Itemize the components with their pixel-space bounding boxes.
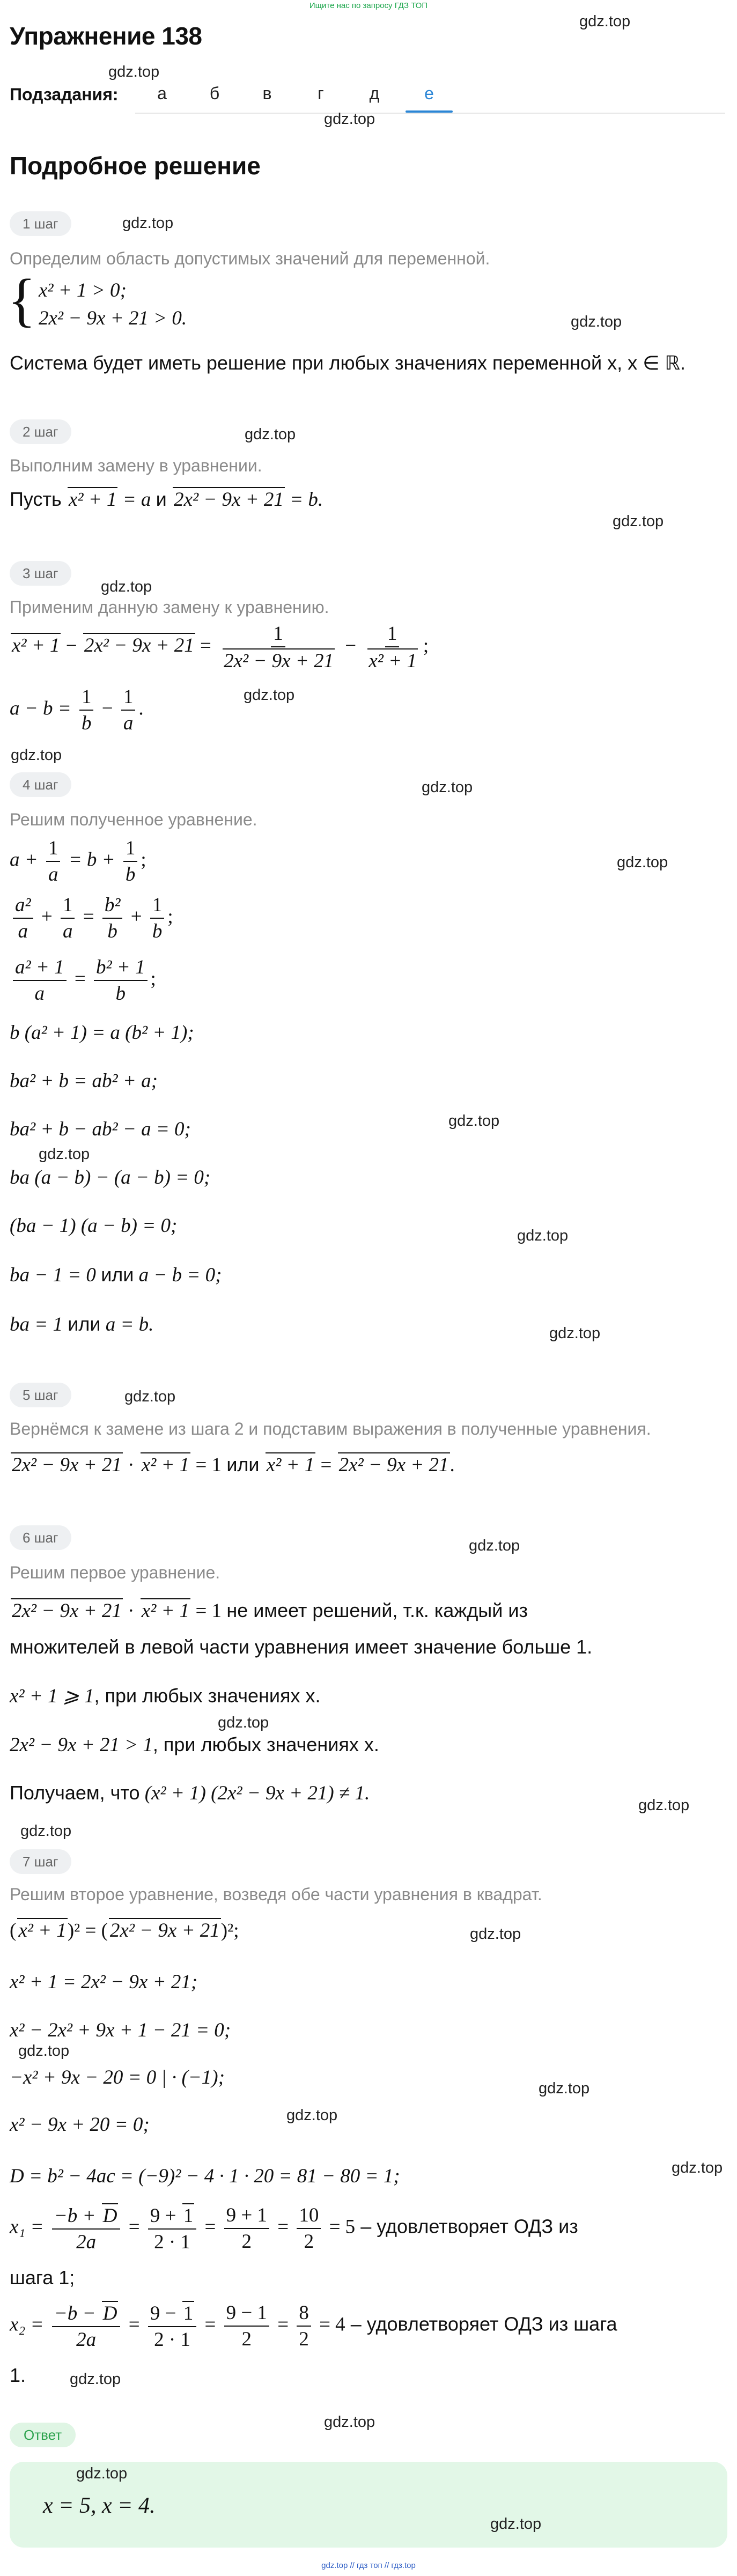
answer-box xyxy=(10,2462,727,2548)
eq4-1: a + $\frac{1}{a}$ = b + $\frac{1}{b}$ ; xyxy=(10,837,146,885)
eq4-4: b (a² + 1) = a (b² + 1); xyxy=(10,1022,194,1044)
eq4-10: ba = 1 или a = b. xyxy=(10,1313,154,1335)
eq7-4: −x² + 9x − 20 = 0 | · (−1); xyxy=(10,2066,225,2088)
eq7-8: x₂ = $\frac{-b - D}{2a}$ = $\frac{9 - 1}{2 \cdot 1}$ = $\frac{9 - 1}{2}$ = $\frac{8}{2}$ = 4 – удовлетворяет ОДЗ из шага xyxy=(10,2302,617,2351)
watermark: gdz.top xyxy=(469,1537,520,1554)
system-line-2: 2x² − 9x + 21 > 0. xyxy=(39,307,187,329)
eq5-1: 2x² − 9x + 21 · x² + 1 = 1 или x² + 1 = 2x² − 9x + 21. xyxy=(12,1453,455,1476)
step-hint-5: Вернёмся к замене из шага 2 и подставим выражения в полученные уравнения. xyxy=(10,1419,651,1438)
watermark: gdz.top xyxy=(122,215,174,232)
tab-e[interactable]: е xyxy=(413,84,445,104)
watermark: gdz.top xyxy=(20,1822,72,1840)
watermark: gdz.top xyxy=(324,2413,375,2431)
watermark: gdz.top xyxy=(76,2465,128,2482)
answer-badge: Ответ xyxy=(10,2423,76,2447)
step-hint-1: Определим область допустимых значений для переменной. xyxy=(10,249,490,268)
watermark: gdz.top xyxy=(70,2371,121,2388)
step-hint-7: Решим второе уравнение, возведя обе части уравнения в квадрат. xyxy=(10,1885,542,1904)
eq4-9: ba − 1 = 0 или a − b = 0; xyxy=(10,1264,222,1286)
step-hint-3: Применим данную замену к уравнению. xyxy=(10,597,329,617)
substitution: Пусть x² + 1 = a и 2x² − 9x + 21 = b. xyxy=(10,488,323,511)
step-badge-2: 2 шаг xyxy=(10,419,71,444)
system-line-1: x² + 1 > 0; xyxy=(39,279,127,301)
watermark: gdz.top xyxy=(579,13,631,30)
eq7-7: x₁ = $\frac{-b + D}{2a}$ = $\frac{9 + 1}{2 \cdot 1}$ = $\frac{9 + 1}{2}$ = $\frac{10}{2}$ = 5 – удовлетворяет ОДЗ из xyxy=(10,2204,578,2253)
watermark: gdz.top xyxy=(324,110,375,128)
eq7-5: x² − 9x + 20 = 0; xyxy=(10,2114,150,2136)
eq6-4: 2x² − 9x + 21 > 1, при любых значениях x. xyxy=(10,1733,379,1756)
eq7-8b: 1. xyxy=(10,2364,26,2386)
page-title: Упражнение 138 xyxy=(10,22,202,50)
eq7-2: x² + 1 = 2x² − 9x + 21; xyxy=(10,1971,198,1993)
tab-d[interactable]: д xyxy=(369,84,380,103)
answer-value: x = 5, x = 4. xyxy=(43,2493,156,2518)
eq6-5: Получаем, что (x² + 1) (2x² − 9x + 21) ≠ 1. xyxy=(10,1782,370,1804)
watermark: gdz.top xyxy=(108,63,160,80)
eq6-1: 2x² − 9x + 21 · x² + 1 = 1 не имеет решений, т.к. каждый из xyxy=(12,1599,528,1622)
eq7-3: x² − 2x² + 9x + 1 − 21 = 0; xyxy=(10,2019,231,2041)
watermark: gdz.top xyxy=(124,1388,176,1405)
watermark: gdz.top xyxy=(218,1714,269,1731)
watermark: gdz.top xyxy=(613,513,664,530)
eq4-2: $\frac{\text{a²}}{a}$ + $\frac{1}{a}$ = $\frac{\text{b²}}{b}$ + $\frac{1}{b}$ ; xyxy=(10,894,173,943)
watermark: gdz.top xyxy=(101,578,152,595)
watermark: gdz.top xyxy=(244,687,295,704)
eq7-7b: шага 1; xyxy=(10,2267,75,2289)
top-link[interactable]: Ищите нас по запросу ГДЗ ТОП xyxy=(309,1,428,10)
step-hint-6: Решим первое уравнение. xyxy=(10,1563,220,1582)
watermark: gdz.top xyxy=(286,2107,338,2124)
watermark: gdz.top xyxy=(470,1925,521,1943)
watermark: gdz.top xyxy=(549,1325,601,1342)
eq4-5: ba² + b = ab² + a; xyxy=(10,1070,158,1092)
eq6-3: x² + 1 ⩾ 1, при любых значениях x. xyxy=(10,1685,321,1707)
step-badge-1: 1 шаг xyxy=(10,211,71,236)
subtasks-tabs xyxy=(135,80,725,114)
step-badge-6: 6 шаг xyxy=(10,1525,71,1550)
watermark: gdz.top xyxy=(672,2159,723,2176)
watermark: gdz.top xyxy=(18,2042,70,2060)
equation-ab: a − b = $\frac{1}{b}$ − $\frac{1}{a}$ . xyxy=(10,686,144,734)
watermark: gdz.top xyxy=(422,779,473,796)
solution-heading: Подробное решение xyxy=(10,152,261,180)
tab-a[interactable]: а xyxy=(157,84,167,103)
watermark: gdz.top xyxy=(245,426,296,443)
watermark: gdz.top xyxy=(617,854,668,871)
tab-g[interactable]: г xyxy=(318,84,324,103)
eq7-1: ( x² + 1)² = ( 2x² − 9x + 21)²; xyxy=(10,1918,239,1942)
step-hint-2: Выполним замену в уравнении. xyxy=(10,456,262,475)
tab-b[interactable]: б xyxy=(209,84,220,103)
step-badge-7: 7 шаг xyxy=(10,1849,71,1874)
eq4-8: (ba − 1) (a − b) = 0; xyxy=(10,1215,178,1237)
subtasks-label: Подзадания: xyxy=(10,85,119,104)
tab-v[interactable]: в xyxy=(262,84,272,103)
watermark: gdz.top xyxy=(39,1146,90,1163)
watermark: gdz.top xyxy=(517,1227,569,1244)
eq4-7: ba (a − b) − (a − b) = 0; xyxy=(10,1167,211,1189)
eq7-6: D = b² − 4ac = (−9)² − 4 · 1 · 20 = 81 − 80 = 1; xyxy=(10,2165,400,2187)
watermark: gdz.top xyxy=(490,2515,542,2533)
step-hint-4: Решим полученное уравнение. xyxy=(10,810,257,829)
watermark: gdz.top xyxy=(638,1797,690,1814)
watermark: gdz.top xyxy=(571,313,622,330)
watermark: gdz.top xyxy=(11,747,62,764)
equation-transformed: x² + 1 − 2x² − 9x + 21 = $\frac{1}{\text{2x² − 9x + 21}}$ − $\frac{1}{\text{x² + 1}}$ ; xyxy=(12,623,429,672)
step1-conclusion: Система будет иметь решение при любых значениях переменной x, x ∈ ℝ. xyxy=(10,352,686,374)
watermark: gdz.top xyxy=(539,2080,590,2097)
step-badge-3: 3 шаг xyxy=(10,561,71,586)
step-badge-4: 4 шаг xyxy=(10,772,71,797)
footer-links[interactable]: gdz.top // гдз топ // гдз.top xyxy=(321,2561,416,2570)
watermark: gdz.top xyxy=(448,1112,500,1130)
eq6-2: множителей в левой части уравнения имеет значение больше 1. xyxy=(10,1636,593,1658)
eq4-3: $\frac{\text{a² + 1}}{a}$ = $\frac{\text{b² + 1}}{b}$ ; xyxy=(10,956,156,1005)
eq4-6: ba² + b − ab² − a = 0; xyxy=(10,1118,191,1140)
step-badge-5: 5 шаг xyxy=(10,1383,71,1407)
